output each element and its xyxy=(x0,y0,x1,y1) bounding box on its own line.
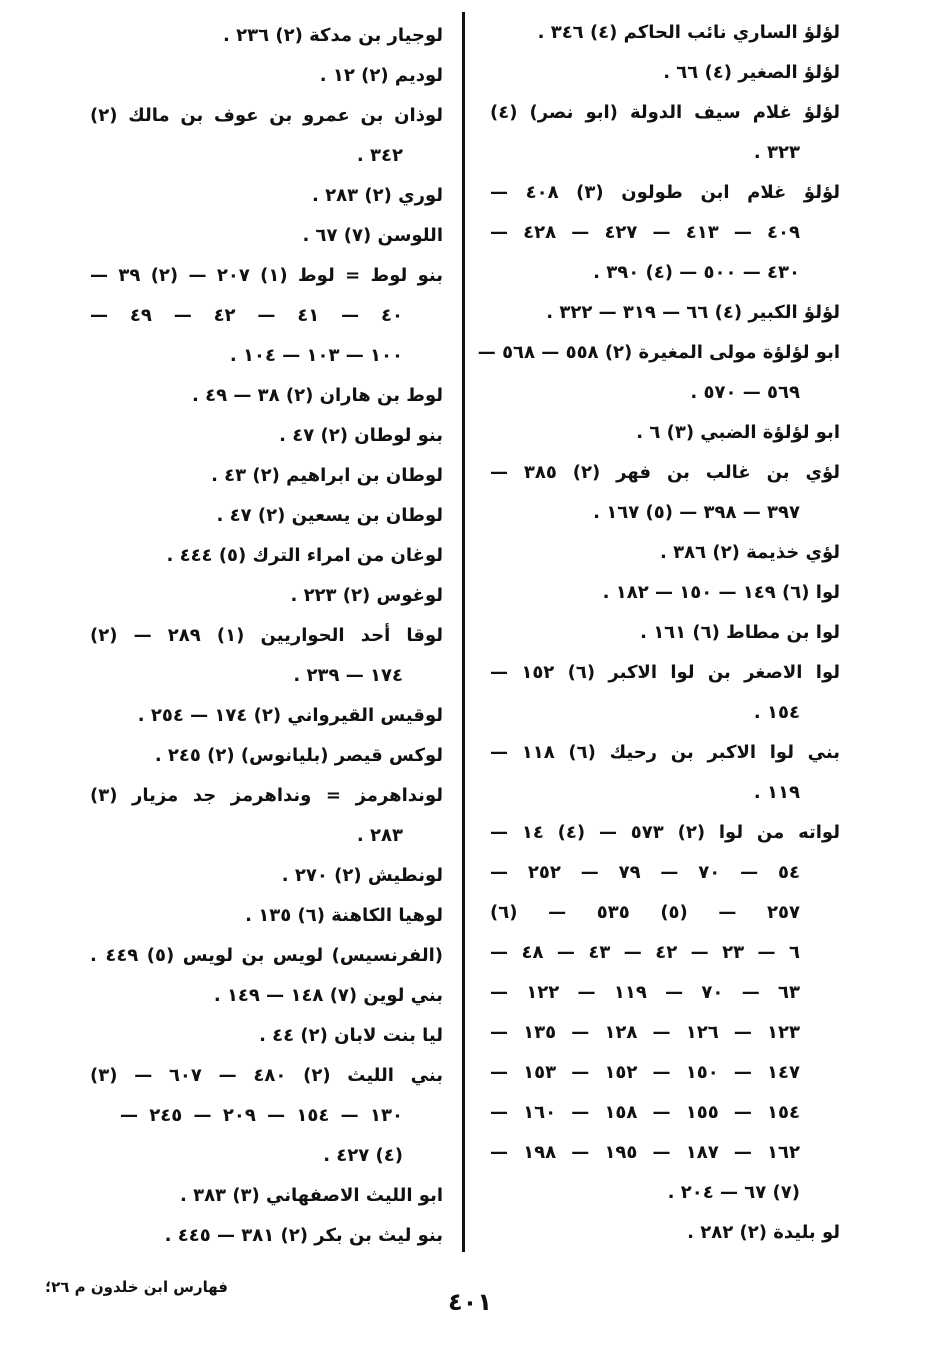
page-number: ٤٠١ xyxy=(448,1288,492,1316)
index-continuation-line: ٣٢٣ . xyxy=(753,142,800,163)
index-entry-line: لوجيار بن مدكة (٢) ٢٣٦ . xyxy=(223,25,443,46)
index-entry-line: لوقا أحد الحواريين (١) ٢٨٩ — (٢) xyxy=(90,625,443,646)
index-continuation-line: (٧) ٦٧ — ٢٠٤ . xyxy=(667,1182,800,1203)
index-entry-line: ليا بنت لابان (٢) ٤٤ . xyxy=(259,1025,443,1046)
index-entry-line: لؤلؤ الكبير (٤) ٦٦ — ٣١٩ — ٣٢٢ . xyxy=(546,302,840,323)
index-continuation-line: ٤٣٠ — ٥٠٠ — (٤) ٣٩٠ . xyxy=(593,262,800,283)
index-continuation-line: ١٦٢ — ١٨٧ — ١٩٥ — ١٩٨ — xyxy=(490,1142,800,1163)
column-divider xyxy=(462,12,465,1252)
index-entry-line: لوري (٢) ٢٨٣ . xyxy=(312,185,443,206)
index-continuation-line: ٥٦٩ — ٥٧٠ . xyxy=(690,382,800,403)
index-entry-line: بني الليث (٢) ٤٨٠ — ٦٠٧ — (٣) xyxy=(90,1065,443,1086)
index-entry-line: (الفرنسيس) لويس بن لويس (٥) ٤٤٩ . xyxy=(90,945,444,966)
index-entry-line: اللوسن (٧) ٦٧ . xyxy=(302,225,443,246)
index-continuation-line: (٤) ٤٢٧ . xyxy=(323,1145,403,1166)
index-entry-line: لوا (٦) ١٤٩ — ١٥٠ — ١٨٢ . xyxy=(602,582,840,603)
index-entry-line: لوكس قيصر (بليانوس) (٢) ٢٤٥ . xyxy=(154,745,443,766)
index-entry-line: بني لوين (٧) ١٤٨ — ١٤٩ . xyxy=(213,985,443,1006)
index-entry-line: لؤي بن غالب بن فهر (٢) ٣٨٥ — xyxy=(490,462,840,483)
index-entry-line: لؤلؤ الساري نائب الحاكم (٤) ٣٤٦ . xyxy=(537,22,840,43)
index-entry-line: لونطيش (٢) ٢٧٠ . xyxy=(281,865,443,886)
index-continuation-line: ٤٠٩ — ٤١٣ — ٤٢٧ — ٤٢٨ — xyxy=(490,222,800,243)
index-entry-line: لوطان بن يسعين (٢) ٤٧ . xyxy=(216,505,443,526)
index-continuation-line: ٣٩٧ — ٣٩٨ — (٥) ١٦٧ . xyxy=(593,502,800,523)
index-entry-line: لو بليدة (٢) ٢٨٢ . xyxy=(687,1222,840,1243)
index-continuation-line: ٣٤٢ . xyxy=(356,145,403,166)
index-entry-line: لؤلؤ غلام ابن طولون (٣) ٤٠٨ — xyxy=(490,182,840,203)
index-entry-line: لوقيس القيرواني (٢) ١٧٤ — ٢٥٤ . xyxy=(137,705,443,726)
index-continuation-line: ٦٣ — ٧٠ — ١١٩ — ١٢٢ — xyxy=(490,982,800,1003)
index-entry-line: لوط بن هاران (٢) ٣٨ — ٤٩ . xyxy=(192,385,443,406)
index-continuation-line: ١٣٠ — ١٥٤ — ٢٠٩ — ٢٤٥ — xyxy=(120,1105,403,1126)
index-continuation-line: ٢٥٧ — (٥) ٥٣٥ — (٦) xyxy=(490,902,800,923)
index-continuation-line: ١٧٤ — ٢٣٩ . xyxy=(293,665,403,686)
index-entry-line: لؤلؤ غلام سيف الدولة (ابو نصر) (٤) xyxy=(490,102,840,123)
index-entry-line: لوا بن مطاط (٦) ١٦١ . xyxy=(640,622,840,643)
index-entry-line: بني لوا الاكبر بن رحيك (٦) ١١٨ — xyxy=(490,742,840,763)
index-continuation-line: ٢٨٣ . xyxy=(356,825,403,846)
running-footer-title: فهارس ابن خلدون م ٢٦؛ xyxy=(45,1278,228,1296)
index-entry-line: لوغوس (٢) ٢٢٣ . xyxy=(290,585,443,606)
index-entry-line: ابو لؤلؤة مولى المغيرة (٢) ٥٥٨ — ٥٦٨ — xyxy=(477,342,840,363)
index-entry-line: لوديم (٢) ١٢ . xyxy=(319,65,443,86)
index-entry-line: بنو ليث بن بكر (٢) ٣٨١ — ٤٤٥ . xyxy=(164,1225,443,1246)
index-column-right xyxy=(477,13,840,1253)
index-entry-line: لونداهرمز = ونداهرمز جد مزيار (٣) xyxy=(90,785,443,806)
index-entry-line: لواته من لوا (٢) ٥٧٣ — (٤) ١٤ — xyxy=(490,822,840,843)
index-entry-line: ابو الليث الاصفهاني (٣) ٣٨٣ . xyxy=(179,1185,443,1206)
index-entry-line: لوغان من امراء الترك (٥) ٤٤٤ . xyxy=(166,545,443,566)
index-continuation-line: ١٥٤ . xyxy=(753,702,800,723)
index-entry-line: ابو لؤلؤة الضبي (٣) ٦ . xyxy=(636,422,840,443)
index-column-left xyxy=(90,16,443,1256)
index-continuation-line: ١٢٣ — ١٢٦ — ١٢٨ — ١٣٥ — xyxy=(490,1022,800,1043)
index-continuation-line: ٥٤ — ٧٠ — ٧٩ — ٢٥٢ — xyxy=(490,862,800,883)
index-entry-line: لؤي خذيمة (٢) ٣٨٦ . xyxy=(660,542,840,563)
index-continuation-line: ٤٠ — ٤١ — ٤٢ — ٤٩ — xyxy=(90,305,403,326)
index-continuation-line: ١٥٤ — ١٥٥ — ١٥٨ — ١٦٠ — xyxy=(490,1102,800,1123)
index-entry-line: لؤلؤ الصغير (٤) ٦٦ . xyxy=(663,62,840,83)
index-entry-line: بنو لوطان (٢) ٤٧ . xyxy=(279,425,443,446)
index-entry-line: لوا الاصغر بن لوا الاكبر (٦) ١٥٢ — xyxy=(490,662,840,683)
index-continuation-line: ١٠٠ — ١٠٣ — ١٠٤ . xyxy=(229,345,403,366)
index-entry-line: لوذان بن عمرو بن عوف بن مالك (٢) xyxy=(90,105,443,126)
index-continuation-line: ١١٩ . xyxy=(753,782,800,803)
index-continuation-line: ٦ — ٢٣ — ٤٢ — ٤٣ — ٤٨ — xyxy=(490,942,800,963)
index-entry-line: لوطان بن ابراهيم (٢) ٤٣ . xyxy=(211,465,443,486)
index-entry-line: بنو لوط = لوط (١) ٢٠٧ — (٢) ٣٩ — xyxy=(90,265,443,286)
index-continuation-line: ١٤٧ — ١٥٠ — ١٥٢ — ١٥٣ — xyxy=(490,1062,800,1083)
index-entry-line: لوهيا الكاهنة (٦) ١٣٥ . xyxy=(245,905,443,926)
